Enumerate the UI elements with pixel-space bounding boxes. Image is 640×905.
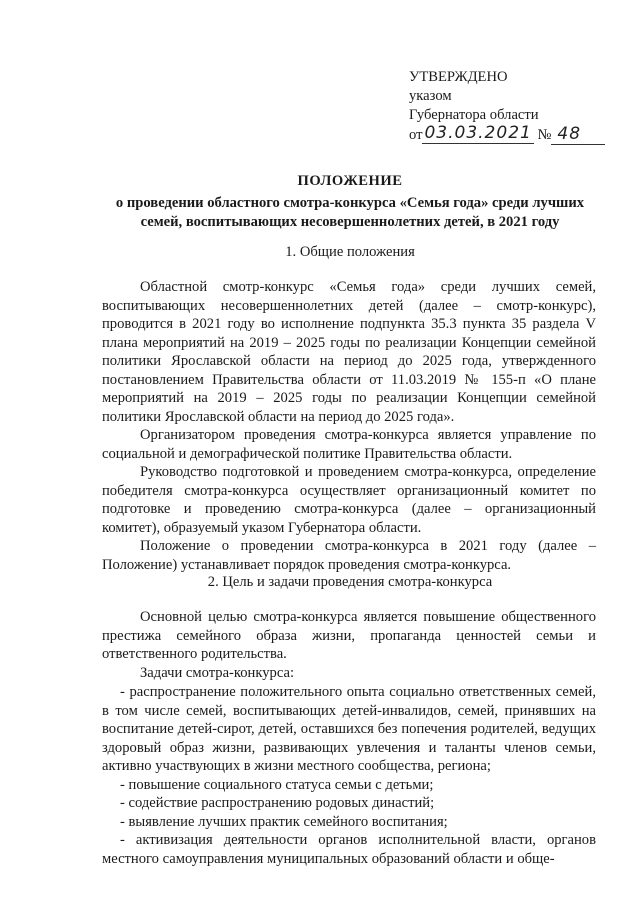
approval-from-label: от [409, 127, 423, 143]
task-item: - содействие распространению родовых династий; [120, 795, 435, 811]
document-title [90, 172, 610, 232]
title-line-1: о проведении областного смотра-конкурса «Семья года» среди лучших [115, 195, 585, 211]
approval-governor: Губернатора области [409, 107, 539, 123]
section-1-paragraph-3: Руководство подготовкой и проведением смотра-конкурса, определение победителя смотра-конкурса осуществляет организационный комитет по подготовке и проведению смотра-конкурса (далее – организационный комитет), образуемый указом Губернатора области. [102, 464, 596, 536]
section-2-tasks-label: Задачи смотра-конкурса: [140, 665, 295, 681]
approval-stamp [409, 68, 605, 145]
section-1-paragraph-4: Положение о проведении смотра-конкурса в 2021 году (далее – Положение) устанавливает порядок проведения смотра-конкурса. [102, 538, 596, 573]
handwritten-date: 03.03.2021 [424, 123, 532, 143]
section-1-paragraph-1: Областной смотр-конкурс «Семья года» среди лучших семей, воспитывающих несовершеннолетних детей (далее – смотр-конкурс), проводится в 2021 году во исполнение подпункта 35.3 пункта 35 раздела V плана мероприятий на 2019 – 2025 годы по реализации Концепции семейной политики Ярославской области на период до 2025 года, утвержденного постановлением Правительства области от 11.03.2019 № 155-п «О плане мероприятий на 2019 – 2025 годы по реализации Концепции семейной политики Ярославской области на период до 2025 года». [102, 279, 596, 425]
approval-date-line [409, 125, 605, 145]
section-2-paragraph-1: Основной целью смотра-конкурса является повышение общественного престижа семейного образа жизни, пропаганда ценностей семьи и ответственного родительства. [102, 609, 596, 662]
approval-title: УТВЕРЖДЕНО [409, 69, 508, 85]
section-2-heading: 2. Цель и задачи проведения смотра-конкурса [207, 574, 493, 590]
handwritten-number: 48 [551, 125, 605, 145]
task-item: - выявление лучших практик семейного воспитания; [120, 813, 448, 830]
task-item: - распространение положительного опыта социально ответственных семей, в том числе семей, воспитывающих детей-инвалидов, семей, принявших на воспитание детей-сирот, детей, оставшихся без попечения родителей, ведущих здоровый образ жизни, развивающих увлечения и таланты членов семьи, активно участвующих в жизни местного сообщества, региона; [102, 684, 596, 774]
section-1-heading: 1. Общие положения [285, 244, 415, 260]
approval-number-label: № [537, 127, 552, 143]
task-item: - повышение социального статуса семьи с детьми; [120, 776, 434, 793]
title-main: ПОЛОЖЕНИЕ [297, 173, 403, 189]
approval-by-decree: указом [409, 88, 452, 104]
section-1-paragraph-2: Организатором проведения смотра-конкурса является управление по социальной и демографической политике Правительства области. [102, 427, 596, 462]
section-2-task-list [102, 683, 596, 868]
title-line-2: семей, воспитывающих несовершеннолетних детей, в 2021 году [140, 214, 560, 230]
task-item: - активизация деятельности органов исполнительной власти, органов местного самоуправления муниципальных образований области и обще- [102, 832, 596, 867]
